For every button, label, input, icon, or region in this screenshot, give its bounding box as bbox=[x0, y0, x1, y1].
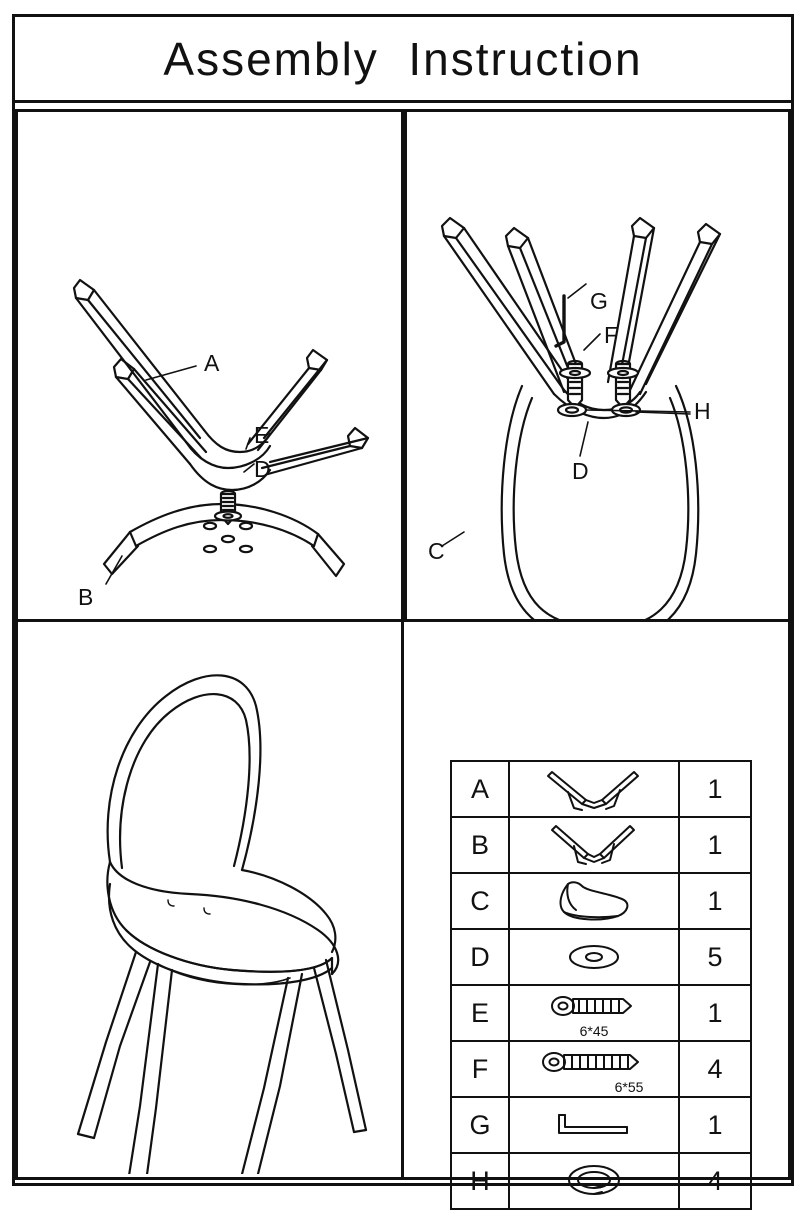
part-letter: B bbox=[451, 817, 509, 873]
part-image-cell bbox=[509, 1153, 679, 1209]
part-letter: E bbox=[451, 985, 509, 1041]
part-letter: A bbox=[451, 761, 509, 817]
part-qty: 4 bbox=[679, 1153, 751, 1209]
title-bar bbox=[15, 17, 791, 103]
part-size-label: 6*55 bbox=[614, 1079, 644, 1095]
part-image-cell bbox=[509, 1097, 679, 1153]
part-qty: 1 bbox=[679, 761, 751, 817]
part-qty: 1 bbox=[679, 1097, 751, 1153]
label-F: F bbox=[604, 322, 619, 348]
part-letter: H bbox=[451, 1153, 509, 1209]
table-row bbox=[451, 1097, 751, 1153]
panel-step-1 bbox=[15, 109, 404, 622]
part-qty: 1 bbox=[679, 873, 751, 929]
label-G: G bbox=[590, 288, 608, 314]
part-image-cell bbox=[509, 985, 679, 1041]
panel-parts-list bbox=[404, 622, 791, 1196]
leg-frame-v-shape-icon bbox=[510, 763, 678, 815]
flat-washer-icon bbox=[510, 931, 678, 983]
label-H: H bbox=[694, 398, 711, 424]
part-image-cell bbox=[509, 873, 679, 929]
part-letter: F bbox=[451, 1041, 509, 1097]
part-letter: D bbox=[451, 929, 509, 985]
table-row bbox=[451, 985, 751, 1041]
label-D: D bbox=[254, 456, 271, 482]
panel-step-2 bbox=[404, 109, 791, 622]
table-row bbox=[451, 761, 751, 817]
part-image-cell bbox=[509, 929, 679, 985]
panel-finished-chair bbox=[15, 622, 404, 1180]
part-qty: 1 bbox=[679, 817, 751, 873]
seat-shell-icon bbox=[510, 875, 678, 927]
label-C: C bbox=[428, 538, 445, 564]
part-letter: C bbox=[451, 873, 509, 929]
screw-icon bbox=[510, 987, 678, 1039]
label-A: A bbox=[204, 350, 220, 376]
part-qty: 5 bbox=[679, 929, 751, 985]
label-E: E bbox=[254, 422, 270, 448]
label-D: D bbox=[572, 458, 589, 484]
part-image-cell bbox=[509, 1041, 679, 1097]
part-image-cell bbox=[509, 817, 679, 873]
panel-divider bbox=[404, 109, 407, 622]
table-row bbox=[451, 929, 751, 985]
parts-table bbox=[450, 760, 752, 1210]
part-size-label: 6*45 bbox=[579, 1023, 609, 1039]
screw-icon bbox=[510, 1043, 678, 1095]
part-qty: 4 bbox=[679, 1041, 751, 1097]
step-2-drawing bbox=[404, 112, 785, 619]
leg-frame-v-shape-icon bbox=[510, 819, 678, 871]
table-row bbox=[451, 817, 751, 873]
table-row bbox=[451, 1041, 751, 1097]
spring-washer-icon bbox=[510, 1155, 678, 1207]
table-row bbox=[451, 1153, 751, 1209]
panel-grid bbox=[15, 103, 791, 1196]
allen-key-icon bbox=[510, 1099, 678, 1151]
page-title: Assembly Instruction bbox=[163, 32, 643, 85]
table-row bbox=[451, 873, 751, 929]
part-qty: 1 bbox=[679, 985, 751, 1041]
instruction-sheet bbox=[12, 14, 794, 1196]
part-letter: G bbox=[451, 1097, 509, 1153]
finished-chair-drawing bbox=[18, 622, 401, 1174]
part-image-cell bbox=[509, 761, 679, 817]
label-B: B bbox=[78, 584, 94, 610]
